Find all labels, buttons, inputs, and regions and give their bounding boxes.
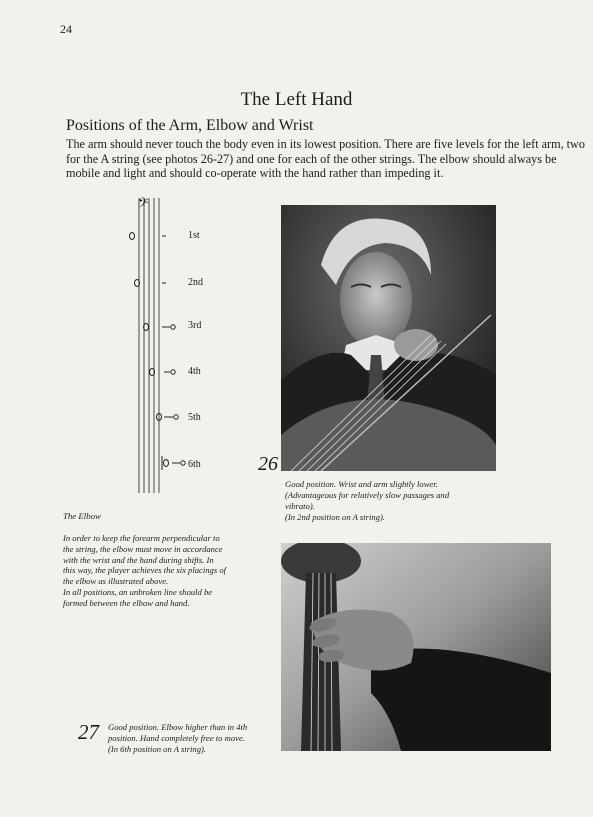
photo-27-hand-closeup: [281, 543, 551, 751]
position-label-2nd: 2nd: [188, 277, 203, 288]
position-label-5th: 5th: [188, 412, 201, 423]
caption-line: (Advantageous for relatively slow passages and: [285, 490, 450, 500]
elbow-line: with the wrist and the hand during shifts. In: [63, 554, 214, 565]
section-subtitle: Positions of the Arm, Elbow and Wrist: [66, 117, 314, 134]
position-label-4th: 4th: [188, 366, 201, 377]
elbow-line: In order to keep the forearm perpendicular to: [63, 533, 220, 543]
photo-26-number: 26: [258, 453, 278, 475]
elbow-line: formed between the elbow and hand.: [63, 597, 190, 608]
elbow-line: the elbow as illustrated above.: [63, 576, 169, 587]
elbow-line: the string, the elbow must move in accordance: [63, 543, 223, 554]
caption-line: Good position. Elbow higher than in 4th: [108, 722, 248, 732]
caption-line: vibrato).: [285, 501, 315, 511]
elbow-line: this way, the player achieves the six placings of: [63, 565, 227, 576]
clef-icon: 𝄢: [138, 197, 149, 214]
position-label-3rd: 3rd: [188, 320, 202, 331]
photo-27-number: 27: [78, 720, 99, 744]
photo-26-cellist-portrait: [281, 205, 496, 471]
page-number: 24: [60, 22, 72, 36]
caption-line: position. Hand completely free to move.: [108, 733, 245, 743]
elbow-paragraph: [63, 533, 263, 609]
elbow-heading: The Elbow: [63, 511, 101, 521]
note-marks: [130, 233, 186, 471]
caption-line: (In 2nd position on A string).: [285, 512, 385, 522]
elbow-line: In all positions, an unbroken line should be: [63, 586, 213, 597]
caption-line: Good position. Wrist and arm slightly lower.: [285, 479, 438, 489]
chapter-title: The Left Hand: [240, 89, 353, 110]
photo-26-caption: [285, 479, 495, 523]
position-label-6th: 6th: [188, 459, 201, 470]
position-label-1st: 1st: [188, 230, 200, 241]
photo-27-caption: [108, 722, 288, 755]
caption-line: (In 6th position on A string).: [108, 744, 207, 754]
intro-paragraph: The arm should never touch the body even in its lowest position. There are five levels for the left arm, two for the A string (see photos 26-27) and one for each of the other strings. The elbow should always be mobile and light and should co-operate with the hand rather than impeding it.: [66, 137, 585, 181]
staff-lines: [139, 198, 159, 493]
